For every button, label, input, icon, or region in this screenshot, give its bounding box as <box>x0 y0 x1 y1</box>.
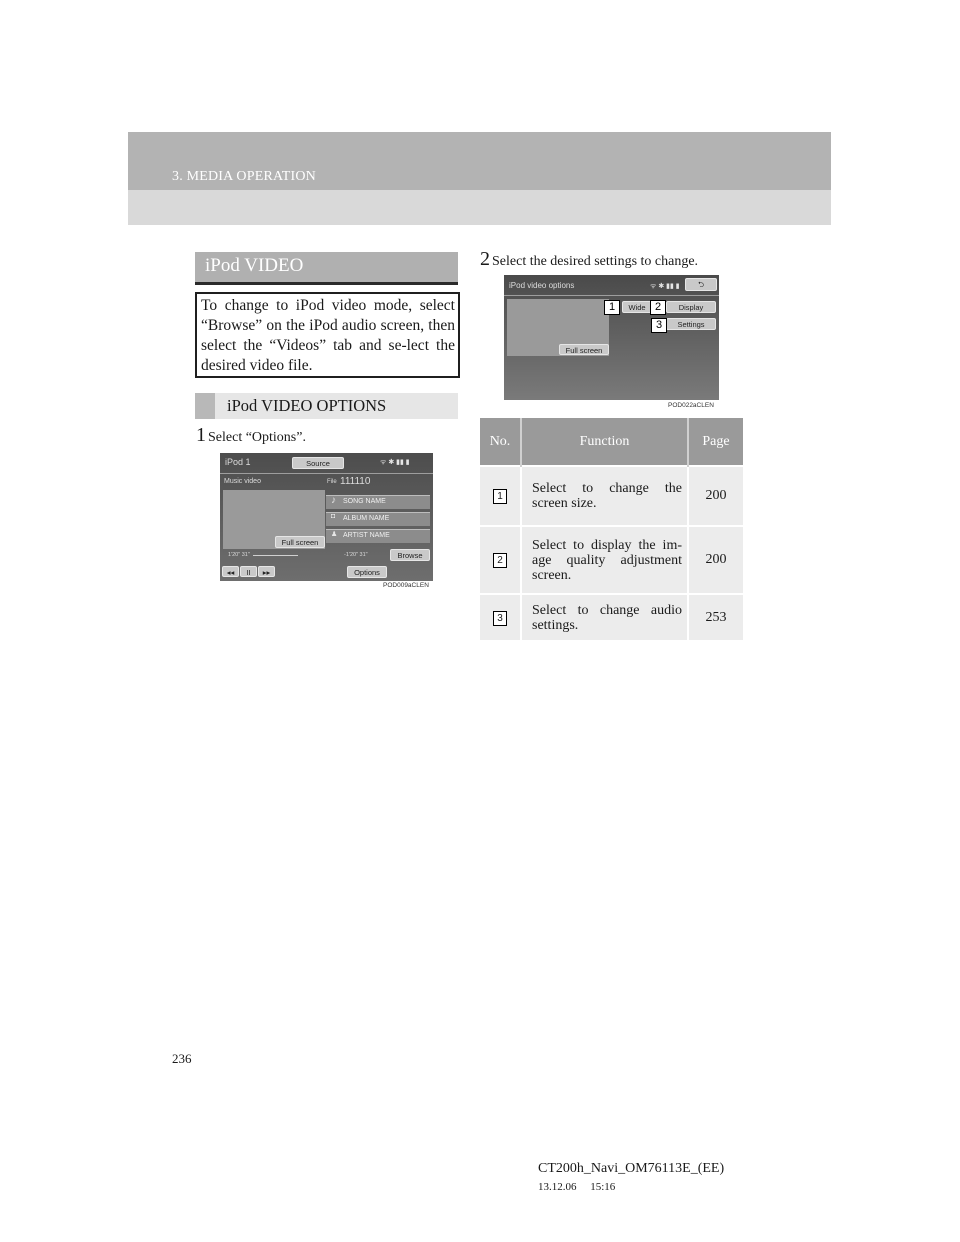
source-button[interactable]: Source <box>292 457 344 469</box>
subsection-title: iPod VIDEO OPTIONS <box>227 396 387 415</box>
song-name: SONG NAME <box>343 498 386 505</box>
row-page: 253 <box>688 594 743 640</box>
row-page: 200 <box>688 526 743 594</box>
step-2-text: Select the desired settings to change. <box>492 254 699 269</box>
row-number: 2 <box>493 553 507 568</box>
step-2-number: 2 <box>480 248 490 270</box>
wide-button[interactable]: Wide <box>622 301 652 313</box>
row-number-cell <box>480 466 521 526</box>
mode-label: Music video <box>224 478 261 485</box>
document-id: CT200h_Navi_OM76113E_(EE) <box>538 1161 725 1176</box>
status-icons: ᯤ ✱ ▮▮ ▮ <box>380 459 410 466</box>
row-number: 1 <box>493 489 507 504</box>
step-1-text: Select “Options”. <box>208 430 306 445</box>
status-icons: ᯤ ✱ ▮▮ ▮ <box>650 283 680 290</box>
file-number: 111110 <box>340 476 371 487</box>
row-number-cell <box>480 594 521 640</box>
subsection-marker <box>195 393 215 419</box>
screen-title: iPod 1 <box>225 457 251 467</box>
function-table <box>480 418 743 640</box>
row-description: Select to display the im-age quality adjustment screen. <box>521 526 688 594</box>
music-note-icon: ♪ <box>331 495 336 506</box>
figure-code: POD022aCLEN <box>668 402 714 409</box>
time-elapsed: 1'20" 31" <box>228 552 250 558</box>
rewind-button[interactable]: ◂◂ <box>222 566 239 577</box>
page-number: 236 <box>172 1051 192 1066</box>
intro-box: To change to iPod video mode, select “Browse” on the iPod audio screen, then select the “Videos” tab and se-lect the desired video file. <box>195 292 460 378</box>
back-button[interactable]: ⮌ <box>685 278 717 291</box>
file-label: File <box>327 479 337 485</box>
album-name: ALBUM NAME <box>343 515 390 522</box>
section-title-bar <box>195 252 458 285</box>
print-timestamp: 13.12.06 15:16 <box>538 1181 616 1193</box>
ipod-audio-screenshot <box>220 453 433 589</box>
ipod-video-options-screenshot <box>504 275 719 409</box>
table-row <box>480 466 743 526</box>
step-1 <box>196 424 306 447</box>
header-no: No. <box>480 418 521 466</box>
callout-2: 2 <box>650 300 666 315</box>
figure-code: POD009aCLEN <box>383 582 429 589</box>
browse-button[interactable]: Browse <box>390 549 430 561</box>
divider <box>504 295 719 296</box>
header-subband <box>128 190 831 225</box>
callout-1: 1 <box>604 300 620 315</box>
row-page: 200 <box>688 466 743 526</box>
callout-3: 3 <box>651 318 667 333</box>
section-title: iPod VIDEO <box>205 255 304 276</box>
options-screen-title: iPod video options <box>509 281 575 290</box>
row-number-cell <box>480 526 521 594</box>
row-number: 3 <box>493 611 507 626</box>
subsection-title-bar <box>195 393 458 419</box>
row-description: Select to change the screen size. <box>521 466 688 526</box>
display-button[interactable]: Display <box>666 301 716 313</box>
pause-button[interactable]: II <box>240 566 257 577</box>
table-header-row <box>480 418 743 466</box>
header-page: Page <box>688 418 743 466</box>
settings-button[interactable]: Settings <box>666 318 716 330</box>
time-remaining: -1'20" 31" <box>344 552 368 558</box>
header-function: Function <box>521 418 688 466</box>
divider <box>220 473 433 474</box>
full-screen-button[interactable]: Full screen <box>559 344 609 355</box>
artist-name: ARTIST NAME <box>343 532 390 539</box>
table-row <box>480 526 743 594</box>
step-1-number: 1 <box>196 424 206 446</box>
row-description: Select to change audio settings. <box>521 594 688 640</box>
person-icon: ♟ <box>331 531 338 538</box>
options-button[interactable]: Options <box>347 566 387 578</box>
step-2 <box>480 248 698 271</box>
fast-forward-button[interactable]: ▸▸ <box>258 566 275 577</box>
table-row <box>480 594 743 640</box>
progress-bar[interactable] <box>253 555 298 556</box>
album-icon: ◘ <box>331 513 336 520</box>
full-screen-button[interactable]: Full screen <box>275 536 325 548</box>
section-header: 3. MEDIA OPERATION <box>172 169 316 184</box>
